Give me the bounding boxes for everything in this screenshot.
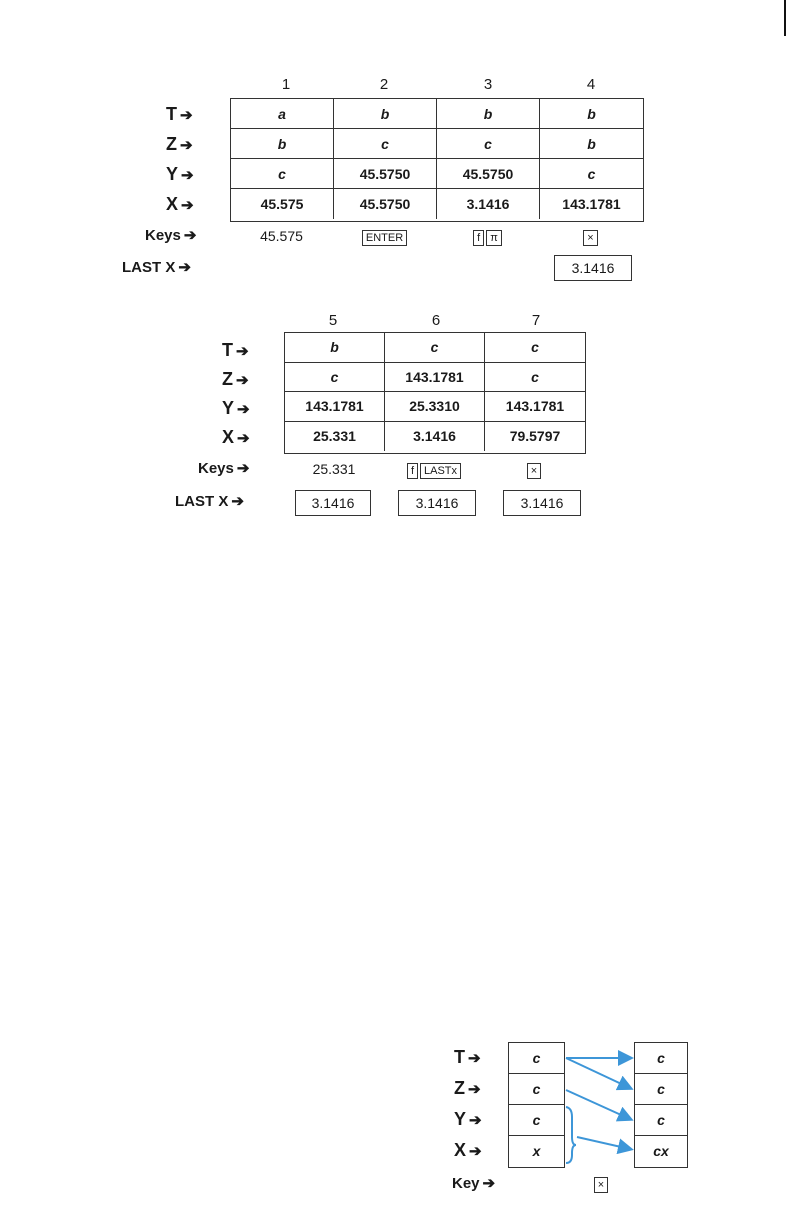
stack-before bbox=[508, 1042, 565, 1168]
stack-cell: c bbox=[334, 129, 437, 159]
row-label-z: Z ➔ bbox=[454, 1078, 481, 1098]
row-label-x: X ➔ bbox=[454, 1140, 482, 1160]
lastx-value-5: 3.1416 bbox=[295, 490, 371, 516]
arrow-yx-to-x bbox=[577, 1137, 630, 1149]
stack-cell: b bbox=[540, 99, 643, 129]
stack-cell: c bbox=[485, 333, 585, 363]
keys-entry-7 bbox=[484, 461, 584, 479]
page-edge-line bbox=[784, 0, 786, 36]
stack-cell: 45.5750 bbox=[437, 159, 540, 189]
stack-cell: 45.5750 bbox=[334, 189, 437, 219]
brace-yx bbox=[566, 1107, 576, 1163]
lastx-value-4: 3.1416 bbox=[554, 255, 632, 281]
row-label-x: X ➔ bbox=[222, 427, 250, 447]
stack-cell: c bbox=[540, 159, 643, 189]
pi-key: π bbox=[486, 230, 502, 246]
step-number: 6 bbox=[431, 312, 441, 329]
f-key: f bbox=[473, 230, 484, 246]
row-label-t: T ➔ bbox=[222, 340, 249, 360]
row-label-z: Z ➔ bbox=[166, 134, 193, 154]
step-number: 5 bbox=[328, 312, 338, 329]
stack-cell: c bbox=[285, 363, 385, 393]
multiply-key: × bbox=[527, 463, 541, 479]
stack-grid-2 bbox=[284, 332, 586, 454]
stack-cell: c bbox=[509, 1074, 564, 1105]
row-label-y: Y ➔ bbox=[166, 164, 194, 184]
step-number: 7 bbox=[531, 312, 541, 329]
stack-cell: c bbox=[231, 159, 334, 189]
keys-entry-6 bbox=[384, 461, 484, 479]
lastx-value-7: 3.1416 bbox=[503, 490, 581, 516]
step-number: 4 bbox=[586, 76, 596, 93]
stack-cell: 143.1781 bbox=[285, 392, 385, 422]
stack-cell: b bbox=[540, 129, 643, 159]
keys-entry-4 bbox=[539, 228, 642, 246]
stack-cell: c bbox=[509, 1105, 564, 1136]
keys-entry-5: 25.331 bbox=[312, 461, 356, 477]
lastx-key: LASTx bbox=[420, 463, 461, 479]
stack-cell: 25.331 bbox=[285, 422, 385, 452]
row-label-z: Z ➔ bbox=[222, 369, 249, 389]
enter-key: ENTER bbox=[362, 230, 407, 246]
stack-cell: 143.1781 bbox=[485, 392, 585, 422]
keys-entry-1: 45.575 bbox=[260, 228, 303, 244]
keys-entry-2 bbox=[333, 228, 436, 246]
stack-cell: x bbox=[532, 1143, 541, 1159]
stack-cell: b bbox=[231, 129, 334, 159]
stack-cell: c bbox=[635, 1043, 687, 1074]
row-label-x: X ➔ bbox=[166, 194, 194, 214]
stack-grid-1 bbox=[230, 98, 644, 222]
stack-cell: c bbox=[635, 1074, 687, 1105]
stack-cell: 143.1781 bbox=[385, 363, 485, 393]
row-label-y: Y ➔ bbox=[454, 1109, 482, 1129]
step-number: 2 bbox=[379, 76, 389, 93]
row-label-t: T ➔ bbox=[454, 1047, 481, 1067]
arrow-z-to-y bbox=[566, 1090, 630, 1119]
stack-cell: b bbox=[437, 99, 540, 129]
arrow-t-to-z bbox=[566, 1058, 630, 1088]
key-entry bbox=[576, 1175, 626, 1193]
row-label-y: Y ➔ bbox=[222, 398, 250, 418]
stack-cell: 3.1416 bbox=[437, 189, 540, 219]
stack-cell: b bbox=[334, 99, 437, 129]
stack-cell: c bbox=[509, 1043, 564, 1074]
key-row-label: Key ➔ bbox=[452, 1175, 496, 1192]
stack-cell: cx bbox=[653, 1143, 669, 1159]
keys-entry-3 bbox=[436, 228, 539, 246]
stack-cell: 143.1781 bbox=[562, 196, 621, 212]
multiply-key: × bbox=[583, 230, 597, 246]
multiply-key: × bbox=[594, 1177, 608, 1193]
stack-cell: c bbox=[437, 129, 540, 159]
stack-cell: a bbox=[231, 99, 334, 129]
f-key: f bbox=[407, 463, 418, 479]
stack-cell: b bbox=[285, 333, 385, 363]
lastx-row-label: LAST X ➔ bbox=[122, 259, 191, 276]
keys-row-label: Keys ➔ bbox=[198, 460, 250, 477]
stack-cell: c bbox=[485, 363, 585, 393]
stack-cell: 3.1416 bbox=[385, 422, 485, 452]
lastx-value-6: 3.1416 bbox=[398, 490, 476, 516]
stack-cell: 79.5797 bbox=[509, 428, 561, 445]
step-number: 3 bbox=[483, 76, 493, 93]
stack-cell: 45.5750 bbox=[334, 159, 437, 189]
stack-drop-arrows bbox=[560, 1045, 640, 1165]
row-label-t: T ➔ bbox=[166, 104, 193, 124]
stack-after bbox=[634, 1042, 688, 1168]
stack-cell: c bbox=[385, 333, 485, 363]
keys-row-label: Keys ➔ bbox=[145, 227, 197, 244]
stack-cell: c bbox=[635, 1105, 687, 1136]
stack-cell: 25.3310 bbox=[385, 392, 485, 422]
step-number: 1 bbox=[281, 76, 291, 93]
lastx-row-label: LAST X ➔ bbox=[175, 493, 244, 510]
stack-cell: 45.575 bbox=[231, 189, 334, 219]
